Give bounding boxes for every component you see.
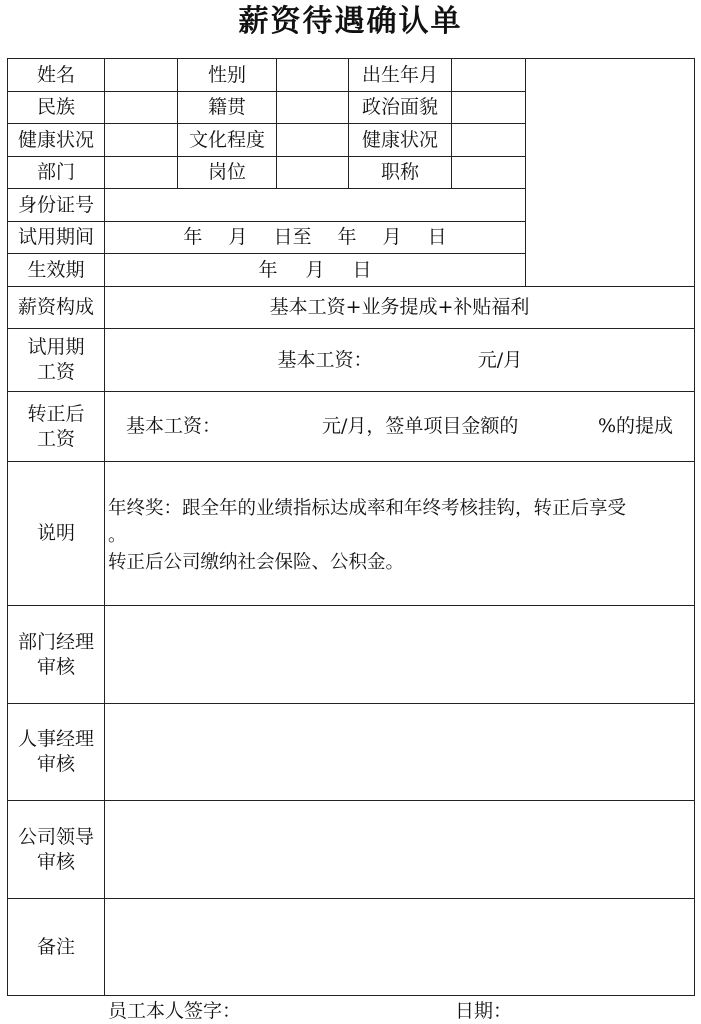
label-probation-salary: 试用期工资 [27, 336, 85, 383]
label-health-status-2: 健康状况 [361, 128, 438, 151]
label-political-status: 政治面貌 [361, 96, 438, 118]
label-gender: 性别 [207, 63, 246, 86]
effective-date-value: 年 月 日 [258, 258, 372, 281]
table-rule [7, 898, 695, 899]
label-birth: 出生年月 [361, 63, 438, 86]
table-col-divider [276, 58, 277, 189]
label-hr-manager-review: 人事经理审核 [17, 728, 94, 775]
label-name: 姓名 [36, 63, 75, 86]
table-rule [7, 605, 695, 606]
employee-signature-label: 员工本人签字： [108, 1000, 242, 1022]
label-department: 部门 [36, 161, 75, 183]
probation-salary-unit: 元/月 [477, 348, 523, 371]
label-position: 岗位 [207, 161, 246, 183]
label-regular-salary: 转正后工资 [27, 402, 85, 450]
form-title: 薪资待遇确认单 [238, 4, 463, 39]
label-dept-manager-review: 部门经理审核 [17, 630, 94, 678]
regular-salary-commission-text: 元/月，签单项目金额的 [322, 415, 519, 437]
date-label: 日期： [455, 1000, 513, 1022]
label-probation-period: 试用期间 [17, 226, 94, 248]
probation-period-dates: 年 月 日至 年 月 日 [183, 226, 447, 248]
explanation-line-insurance: 转正后公司缴纳社会保险、公积金。 [108, 552, 405, 573]
label-effective-date: 生效期 [27, 258, 85, 281]
label-title-rank: 职称 [380, 161, 419, 183]
label-explanation: 说明 [36, 522, 75, 544]
label-remarks: 备注 [36, 935, 75, 958]
label-native-place: 籍贯 [207, 96, 246, 118]
label-education: 文化程度 [188, 128, 265, 151]
table-rule [7, 461, 695, 462]
table-border-right [694, 58, 695, 996]
table-col-divider [104, 58, 105, 996]
regular-base-salary-label: 基本工资： [126, 415, 222, 437]
label-id-number: 身份证号 [17, 193, 94, 216]
table-rule [7, 800, 695, 801]
salary-structure-value: 基本工资+业务提成+补贴福利 [269, 296, 530, 318]
photo-area-divider [525, 58, 526, 286]
label-company-leader-review: 公司领导审核 [17, 825, 94, 873]
label-salary-structure: 薪资构成 [17, 296, 94, 318]
table-col-divider [451, 58, 452, 189]
explanation-line-period: 。 [108, 525, 127, 546]
regular-salary-commission-percent: %的提成 [598, 415, 674, 437]
table-rule [7, 703, 695, 704]
probation-base-salary-label: 基本工资： [277, 348, 373, 371]
label-ethnicity: 民族 [36, 96, 75, 118]
explanation-line-bonus: 年终奖：跟全年的业绩指标达成率和年终考核挂钩，转正后享受 [108, 498, 627, 519]
label-health-status: 健康状况 [17, 128, 94, 151]
table-border-bottom [7, 995, 695, 996]
